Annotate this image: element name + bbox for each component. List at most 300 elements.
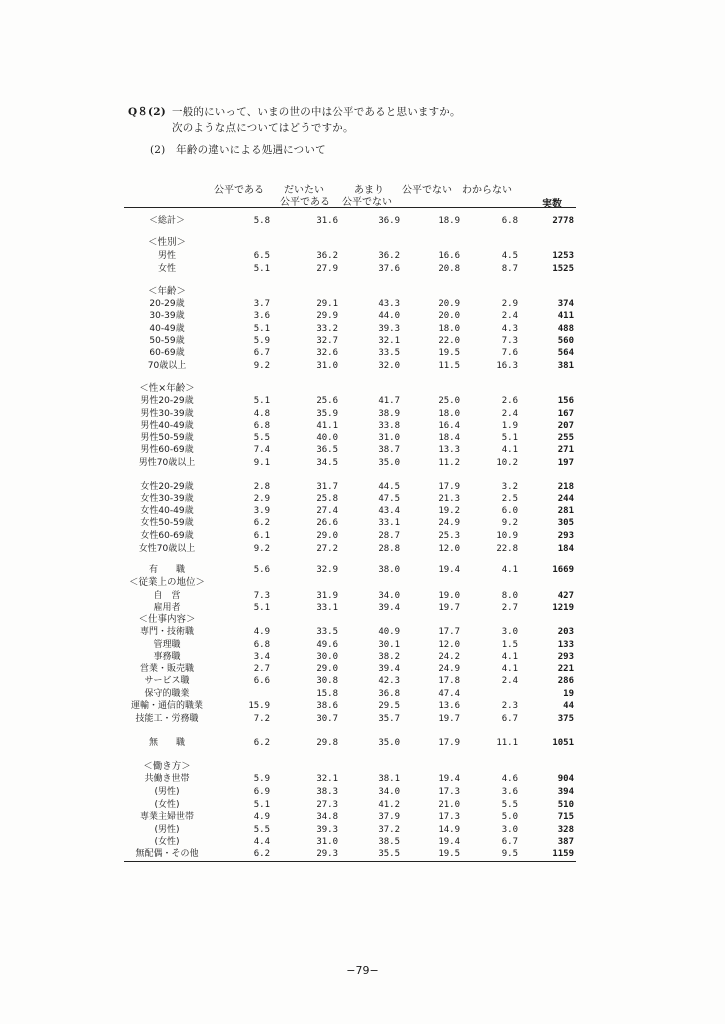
cell-count: 156 [557,396,574,406]
cell-percent: 4.9 [253,627,270,637]
cell-percent: 39.3 [378,324,400,334]
cell-percent: 6.8 [253,640,270,650]
cell-percent: 6.1 [253,531,270,541]
cell-percent: 32.1 [378,336,400,346]
cell-percent: 2.6 [501,396,518,406]
cell-percent: 22.0 [438,336,460,346]
table-row [124,737,576,749]
cell-percent: 9.1 [253,458,270,468]
cell-percent: 2.9 [501,299,518,309]
cell-percent: 36.2 [316,251,338,261]
cell-percent: 19.4 [438,837,460,847]
row-label: 女性 [157,264,176,274]
cell-percent: 18.0 [438,324,460,334]
row-label: 男性20-29歳 [140,396,194,406]
cell-percent: 6.2 [253,849,270,859]
row-label: 男性40-49歳 [140,421,194,431]
cell-percent: 17.7 [438,627,460,637]
cell-percent: 5.0 [501,812,518,822]
cell-percent: 19.5 [438,348,460,358]
cell-percent: 40.9 [378,627,400,637]
cell-percent: 5.1 [253,264,270,274]
cell-percent: 9.2 [253,544,270,554]
cell-count: 271 [557,445,574,455]
cell-percent: 4.4 [253,837,270,847]
table-row [124,493,576,505]
cell-percent: 3.7 [253,299,270,309]
table-group-heading [124,614,576,626]
cell-percent: 17.8 [438,676,460,686]
cell-percent: 39.4 [378,603,400,613]
row-label: 専門・技術職 [139,627,194,637]
cell-percent: 11.1 [496,738,518,748]
cell-percent: 19.4 [438,565,460,575]
table-group-heading [124,237,576,249]
cell-percent: 26.6 [316,518,338,528]
table-row [124,310,576,322]
cell-percent: 31.0 [378,433,400,443]
cell-count: 1219 [552,603,574,613]
cell-percent: 27.2 [316,544,338,554]
cell-percent: 17.9 [438,738,460,748]
cell-percent: 20.0 [438,311,460,321]
row-label: 管理職 [153,640,181,650]
table-group-heading [124,577,576,589]
cell-percent: 18.0 [438,409,460,419]
cell-percent: 19.2 [438,506,460,516]
cell-percent: 2.4 [501,409,518,419]
cell-percent: 2.9 [253,494,270,504]
table-group-heading [124,761,576,773]
table-row [124,505,576,517]
cell-percent: 1.9 [501,421,518,431]
cell-percent: 30.0 [316,652,338,662]
table-row [124,590,576,602]
cell-percent: 2.4 [501,676,518,686]
table-row [124,323,576,335]
table-footer-rule [124,861,576,862]
cell-percent: 36.9 [378,216,400,226]
cell-percent: 38.9 [378,409,400,419]
row-label: 50-59歳 [149,336,185,346]
cell-percent: 32.7 [316,336,338,346]
cell-percent: 35.0 [378,738,400,748]
table-row [124,700,576,712]
cell-percent: 2.4 [501,311,518,321]
table-row [124,688,576,700]
cell-percent: 29.5 [378,701,400,711]
row-label: (女性) [154,837,180,847]
cell-percent: 5.1 [253,396,270,406]
row-label: 60-69歳 [149,348,185,358]
cell-percent: 41.7 [378,396,400,406]
cell-percent: 33.8 [378,421,400,431]
cell-percent: 6.9 [253,787,270,797]
cell-percent: 32.0 [378,361,400,371]
cell-percent: 36.8 [378,689,400,699]
cell-percent: 4.1 [501,565,518,575]
cell-percent: 7.4 [253,445,270,455]
table-row [124,543,576,555]
row-label: 男性70歳以上 [138,458,196,468]
row-label: (女性) [154,800,180,810]
cell-percent: 38.0 [378,565,400,575]
cell-percent: 38.5 [378,837,400,847]
cell-percent: 20.8 [438,264,460,274]
cell-percent: 21.3 [438,494,460,504]
cell-count: 1159 [552,849,574,859]
cell-count: 218 [557,482,574,492]
table-row [124,799,576,811]
table-row [124,824,576,836]
cell-percent: 31.9 [316,591,338,601]
cell-percent: 28.8 [378,544,400,554]
cell-count: 293 [557,652,574,662]
cell-percent: 4.3 [501,324,518,334]
cell-percent: 15.9 [248,701,270,711]
cell-count: 2778 [552,216,574,226]
table-row [124,432,576,444]
row-label: サービス職 [144,676,190,686]
cell-percent: 6.2 [253,518,270,528]
row-label: 男性 [157,251,176,261]
table-row [124,786,576,798]
cell-percent: 27.4 [316,506,338,516]
column-header-fair: 公平である [214,185,264,196]
row-label: 保守的職業 [144,689,190,699]
cell-percent: 34.0 [378,787,400,797]
cell-percent: 12.0 [438,640,460,650]
row-label: 30-39歳 [149,311,185,321]
cell-count: 221 [557,664,574,674]
column-header-mostly-fair-line2: 公平である [280,197,330,208]
cell-count: 203 [557,627,574,637]
cell-percent: 31.7 [316,482,338,492]
table-row [124,639,576,651]
cell-percent: 5.9 [253,774,270,784]
cell-percent: 13.3 [438,445,460,455]
cell-count: 510 [557,800,574,810]
row-label: 女性30-39歳 [140,494,194,504]
cell-percent: 29.1 [316,299,338,309]
cell-count: 133 [557,640,574,650]
cell-percent: 29.9 [316,311,338,321]
cell-percent: 6.7 [253,348,270,358]
cell-percent: 7.6 [501,348,518,358]
cell-percent: 34.8 [316,812,338,822]
column-header-not-very-fair-line2: 公平でない [342,197,392,208]
cell-percent: 3.0 [501,627,518,637]
cell-percent: 35.9 [316,409,338,419]
table-row [124,263,576,275]
row-label: 20-29歳 [149,299,185,309]
cell-percent: 33.1 [378,518,400,528]
page-number: −79− [346,964,379,977]
cell-percent: 13.6 [438,701,460,711]
row-label: 無配偶・その他 [135,849,199,859]
cell-count: 207 [557,421,574,431]
column-header-dont-know: わからない [462,185,512,196]
table-row [124,444,576,456]
cell-percent: 6.7 [501,714,518,724]
cell-percent: 2.7 [253,664,270,674]
row-label: 技能工・労務職 [135,714,199,724]
cell-percent: 30.7 [316,714,338,724]
column-header-not-very-fair-line1: あまり [354,185,384,196]
cell-percent: 38.7 [378,445,400,455]
cell-count: 281 [557,506,574,516]
cell-percent: 29.0 [316,664,338,674]
row-label: (男性) [154,787,180,797]
cell-percent: 6.8 [501,216,518,226]
cell-percent: 19.7 [438,714,460,724]
row-label: 運輸・通信的職業 [130,701,203,711]
cell-percent: 41.1 [316,421,338,431]
cell-percent: 38.2 [378,652,400,662]
table-row [124,811,576,823]
cell-count: 197 [557,458,574,468]
cell-percent: 49.6 [316,640,338,650]
row-label: 女性40-49歳 [140,506,194,516]
row-label: 専業主婦世帯 [139,812,194,822]
table-row [124,298,576,310]
row-label: ＜従業上の地位＞ [128,577,205,588]
cell-percent: 3.6 [253,311,270,321]
cell-percent: 5.1 [253,800,270,810]
cell-percent: 29.3 [316,849,338,859]
cell-percent: 38.1 [378,774,400,784]
cell-percent: 25.8 [316,494,338,504]
cell-percent: 5.8 [253,216,270,226]
cell-percent: 28.7 [378,531,400,541]
cell-count: 564 [557,348,574,358]
cell-count: 488 [557,324,574,334]
cell-percent: 16.3 [496,361,518,371]
cell-percent: 25.6 [316,396,338,406]
cell-percent: 37.2 [378,825,400,835]
cell-percent: 2.7 [501,603,518,613]
cell-percent: 29.8 [316,738,338,748]
table-row [124,836,576,848]
table-row [124,347,576,359]
cell-count: 44 [563,701,574,711]
table-row [124,713,576,725]
cell-percent: 32.1 [316,774,338,784]
cell-percent: 24.9 [438,518,460,528]
row-label: 40-49歳 [149,324,185,334]
cell-percent: 20.9 [438,299,460,309]
cell-percent: 5.1 [253,603,270,613]
cell-percent: 31.0 [316,361,338,371]
question-text-line1: 一般的にいって、いまの世の中は公平であると思いますか。 [172,106,461,118]
cell-percent: 12.0 [438,544,460,554]
table-row [124,663,576,675]
cell-count: 904 [557,774,574,784]
cell-count: 184 [557,544,574,554]
cell-percent: 37.9 [378,812,400,822]
cell-percent: 5.5 [253,825,270,835]
cell-percent: 24.2 [438,652,460,662]
cell-percent: 4.6 [501,774,518,784]
cell-percent: 35.5 [378,849,400,859]
cell-count: 394 [557,787,574,797]
cell-percent: 15.8 [316,689,338,699]
row-label: ＜働き方＞ [143,761,191,772]
row-label: 共働き世帯 [144,774,190,784]
cell-count: 381 [557,361,574,371]
cell-percent: 35.7 [378,714,400,724]
cell-percent: 33.1 [316,603,338,613]
row-label: ＜性×年齢＞ [139,383,195,394]
cell-percent: 19.4 [438,774,460,784]
cell-percent: 43.4 [378,506,400,516]
cell-count: 19 [563,689,574,699]
cell-percent: 44.0 [378,311,400,321]
cell-percent: 2.3 [501,701,518,711]
table-row [124,530,576,542]
row-label: 自 営 [153,591,181,601]
cell-percent: 14.9 [438,825,460,835]
cell-percent: 10.2 [496,458,518,468]
cell-percent: 3.0 [501,825,518,835]
cell-count: 255 [557,433,574,443]
question-number: Q８(2) [128,106,166,118]
table-row [124,335,576,347]
cell-percent: 7.3 [253,591,270,601]
table-group-heading [124,286,576,298]
cell-percent: 5.1 [501,433,518,443]
cell-percent: 6.0 [501,506,518,516]
cell-count: 1669 [552,565,574,575]
table-row [124,651,576,663]
cell-percent: 33.2 [316,324,338,334]
row-label: 女性60-69歳 [140,531,194,541]
table-row [124,517,576,529]
cell-percent: 39.4 [378,664,400,674]
cell-percent: 40.0 [316,433,338,443]
cell-percent: 39.3 [316,825,338,835]
cell-percent: 4.8 [253,409,270,419]
cell-percent: 33.5 [378,348,400,358]
table-row [124,215,576,227]
cell-percent: 1.5 [501,640,518,650]
cell-percent: 16.4 [438,421,460,431]
row-label: ＜総計＞ [148,216,185,226]
row-label: ＜性別＞ [147,237,186,248]
cell-percent: 11.2 [438,458,460,468]
cell-percent: 4.1 [501,664,518,674]
question-subtitle: (2) 年齢の違いによる処遇について [150,144,326,156]
row-label: 男性60-69歳 [140,445,194,455]
cell-percent: 3.9 [253,506,270,516]
table-group-heading [124,383,576,395]
cell-percent: 7.3 [501,336,518,346]
cell-percent: 5.6 [253,565,270,575]
row-label: ＜年齢＞ [147,286,186,297]
cell-percent: 2.8 [253,482,270,492]
cell-count: 293 [557,531,574,541]
cell-percent: 37.6 [378,264,400,274]
column-header-not-fair: 公平でない [402,185,452,196]
cell-percent: 8.0 [501,591,518,601]
cell-percent: 43.3 [378,299,400,309]
cell-percent: 25.0 [438,396,460,406]
cell-percent: 4.1 [501,445,518,455]
cell-percent: 4.5 [501,251,518,261]
cell-percent: 9.2 [253,361,270,371]
cell-percent: 6.6 [253,676,270,686]
cell-count: 715 [557,812,574,822]
cell-percent: 35.0 [378,458,400,468]
cell-percent: 9.5 [501,849,518,859]
cell-percent: 36.5 [316,445,338,455]
row-label: 男性30-39歳 [140,409,194,419]
cell-percent: 38.6 [316,701,338,711]
cell-percent: 24.9 [438,664,460,674]
cell-percent: 19.5 [438,849,460,859]
cell-percent: 5.5 [501,800,518,810]
table-row [124,360,576,372]
cell-count: 305 [557,518,574,528]
cell-percent: 34.5 [316,458,338,468]
cell-percent: 34.0 [378,591,400,601]
cell-percent: 31.0 [316,837,338,847]
cell-percent: 4.1 [501,652,518,662]
cell-percent: 6.5 [253,251,270,261]
cell-percent: 19.7 [438,603,460,613]
cell-count: 244 [557,494,574,504]
table-row [124,848,576,860]
row-label: ＜仕事内容＞ [138,614,196,625]
cell-percent: 3.2 [501,482,518,492]
row-label: 女性70歳以上 [138,544,196,554]
cell-percent: 33.5 [316,627,338,637]
column-header-mostly-fair-line1: だいたい [284,185,324,196]
cell-percent: 27.9 [316,264,338,274]
cell-percent: 17.3 [438,787,460,797]
cell-percent: 32.9 [316,565,338,575]
table-row [124,457,576,469]
cell-percent: 6.7 [501,837,518,847]
table-row [124,675,576,687]
column-header-count: 実数 [542,199,562,210]
cell-percent: 4.9 [253,812,270,822]
cell-percent: 47.4 [438,689,460,699]
row-label: 営業・販売職 [139,664,194,674]
cell-percent: 36.2 [378,251,400,261]
cell-percent: 3.4 [253,652,270,662]
cell-percent: 22.8 [496,544,518,554]
cell-count: 328 [557,825,574,835]
cell-percent: 44.5 [378,482,400,492]
cell-percent: 6.2 [253,738,270,748]
cell-percent: 31.6 [316,216,338,226]
row-label: 雇用者 [153,603,181,613]
cell-percent: 10.9 [496,531,518,541]
cell-count: 560 [557,336,574,346]
row-label: 事務職 [153,652,181,662]
cell-count: 1051 [552,738,574,748]
cell-percent: 18.4 [438,433,460,443]
cell-percent: 38.3 [316,787,338,797]
table-row [124,602,576,614]
row-label: (男性) [154,825,180,835]
cell-count: 387 [557,837,574,847]
cell-percent: 11.5 [438,361,460,371]
table-row [124,773,576,785]
cell-percent: 19.0 [438,591,460,601]
cell-percent: 5.5 [253,433,270,443]
